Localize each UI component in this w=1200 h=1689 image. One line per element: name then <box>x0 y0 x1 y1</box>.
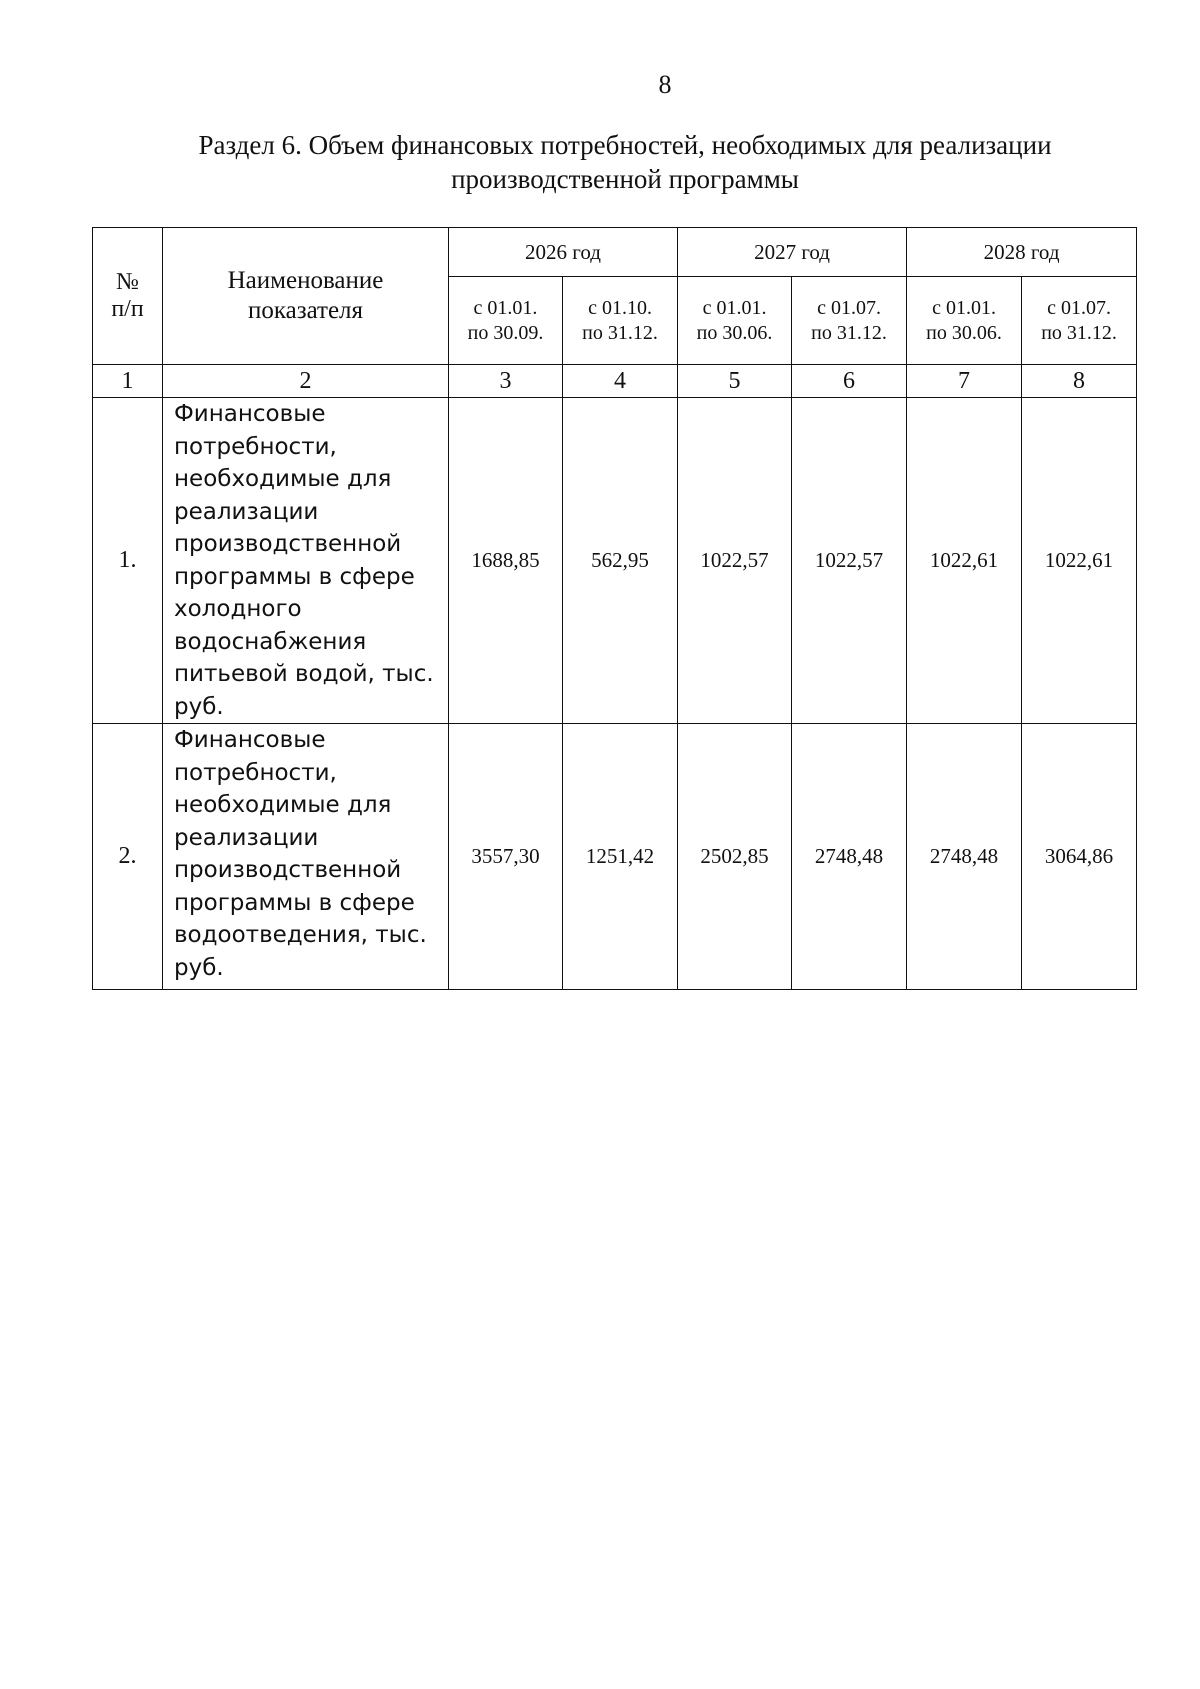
row-value: 3557,30 <box>449 724 563 990</box>
period-from: с 01.01. <box>702 296 767 319</box>
period-to: по 30.06. <box>926 321 1002 344</box>
column-index: 5 <box>678 365 792 398</box>
header-period-cell <box>907 277 1022 365</box>
row-value: 3064,86 <box>1022 724 1137 990</box>
period-from: с 01.01. <box>473 296 538 319</box>
column-index: 8 <box>1022 365 1137 398</box>
header-period-cell <box>1022 277 1137 365</box>
column-index: 2 <box>163 365 449 398</box>
header-year-2028: 2028 год <box>907 228 1137 277</box>
row-value: 1022,57 <box>678 398 792 724</box>
row-number: 2. <box>93 724 163 990</box>
column-index: 3 <box>449 365 563 398</box>
row-number: 1. <box>93 398 163 724</box>
row-value: 2502,85 <box>678 724 792 990</box>
financial-needs-table <box>92 227 1137 990</box>
row-value: 1022,57 <box>792 398 907 724</box>
row-value: 1251,42 <box>563 724 678 990</box>
header-num-cell <box>93 228 163 365</box>
row-value: 562,95 <box>563 398 678 724</box>
header-period-cell <box>563 277 678 365</box>
table-row <box>93 724 1137 990</box>
period-from: с 01.10. <box>588 296 652 319</box>
section-title <box>175 128 1075 196</box>
header-period-cell <box>792 277 907 365</box>
table-row <box>93 398 1137 724</box>
page-number: 8 <box>658 70 672 99</box>
header-period-cell <box>678 277 792 365</box>
header-period-cell <box>449 277 563 365</box>
column-index: 6 <box>792 365 907 398</box>
header-name-cell <box>163 228 449 365</box>
row-value: 2748,48 <box>907 724 1022 990</box>
period-to: по 30.06. <box>696 321 773 344</box>
period-to: по 31.12. <box>811 321 887 344</box>
row-value: 1022,61 <box>1022 398 1137 724</box>
header-year-2026: 2026 год <box>449 228 678 277</box>
period-from: с 01.07. <box>817 296 881 319</box>
section-title-line-2: производственной программы <box>451 164 799 194</box>
period-from: с 01.01. <box>932 296 996 319</box>
row-value: 1688,85 <box>449 398 563 724</box>
column-index: 7 <box>907 365 1022 398</box>
period-to: по 30.09. <box>467 321 544 344</box>
section-title-line-1: Раздел 6. Объем финансовых потребностей, необходимых для реализации <box>198 130 1052 160</box>
period-to: по 31.12. <box>582 321 658 344</box>
row-indicator-name: Финансовые потребности, необходимые для реализации производственной программы в сфере холодного водоснабжения питьевой водой, тыс. руб. <box>163 398 449 724</box>
header-num-line-2: п/п <box>111 296 144 322</box>
column-index: 4 <box>563 365 678 398</box>
header-num-line-1: № <box>116 269 139 295</box>
column-index-row <box>93 365 1137 398</box>
header-name-line-1: Наименование <box>227 267 384 294</box>
header-row-years <box>93 228 1137 277</box>
period-from: с 01.07. <box>1047 296 1111 319</box>
column-index: 1 <box>93 365 163 398</box>
row-value: 1022,61 <box>907 398 1022 724</box>
header-year-2027: 2027 год <box>678 228 907 277</box>
row-indicator-name: Финансовые потребности, необходимые для реализации производственной программы в сфере водоотведения, тыс. руб. <box>163 724 449 990</box>
period-to: по 31.12. <box>1041 321 1117 344</box>
row-value: 2748,48 <box>792 724 907 990</box>
header-name-line-2: показателя <box>247 297 364 324</box>
